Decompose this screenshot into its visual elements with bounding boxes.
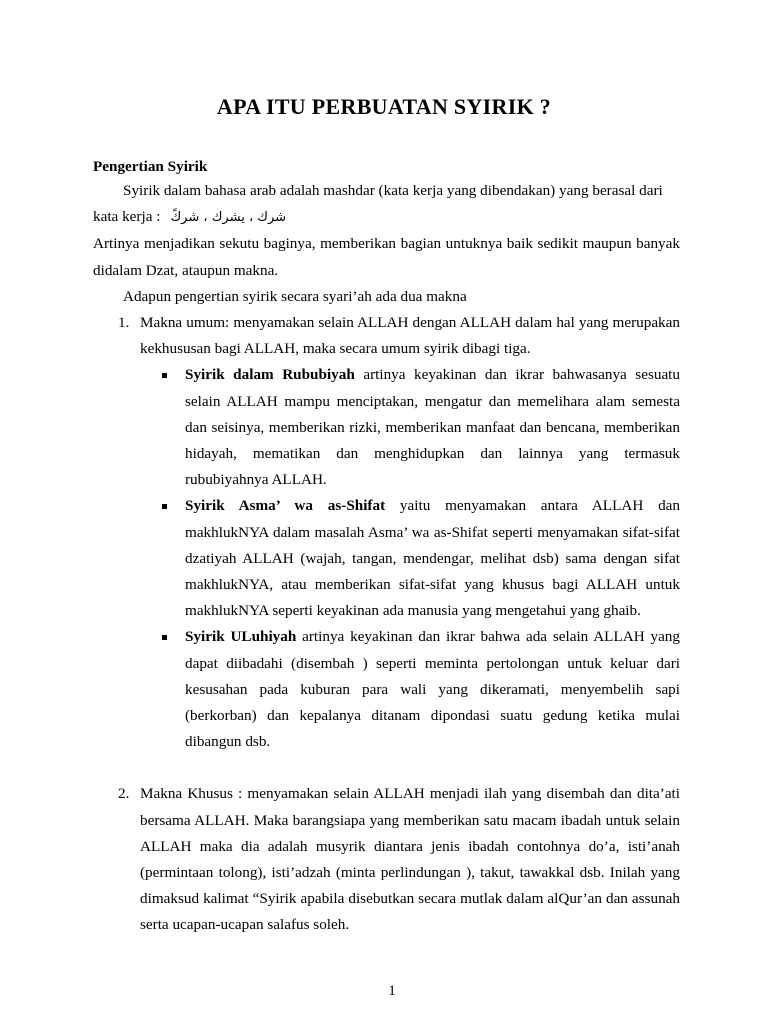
- bullet-text: yaitu menyamakan antara ALLAH dan makhlukNYA dalam masalah Asma’ wa as-Shifat seperti menyamakan sifat-sifat dzatiyah ALLAH (wajah, tangan, mendengar, melihat dsb) sama dengan sifat makhlukNYA, atau memberikan sifat-sifat yang khusus bagi ALLAH untuk makhlukNYA seperti keyakinan ada manusia yang mengetahui yang ghaib.: [185, 497, 680, 620]
- bullet-square-icon: [162, 624, 167, 650]
- bullet-term: Syirik Asma’ wa as-Shifat: [185, 497, 386, 515]
- list-item-1: [93, 310, 680, 755]
- bullet-item-rububiyah: [140, 362, 680, 493]
- list-item-2-text: Makna Khusus : menyamakan selain ALLAH menjadi ilah yang disembah dan dita’ati bersama ALLAH. Maka barangsiapa yang memberikan satu macam ibadah untuk selain ALLAH maka dia adalah musyrik diantara jenis ibadah contohnya do’a, isti’anah (permintaan tolong), isti’adzah (minta perlindungan ), takut, tawakkal dsb. Inilah yang dimaksud kalimat “Syirik apabila disebutkan secara mutlak dalam alQur’an dan assunah serta ucapan-ucapan salafus soleh.: [140, 785, 680, 934]
- section-heading: Pengertian Syirik: [93, 158, 208, 175]
- intro-paragraph-3: Adapun pengertian syirik secara syari’ah ada dua makna: [123, 287, 467, 305]
- intro-verb-line: [93, 204, 680, 231]
- arabic-verb-forms: شرك ، يشرك ، شركً: [170, 210, 287, 226]
- bullet-square-icon: [162, 362, 167, 388]
- intro-paragraph-1: [93, 178, 680, 204]
- list-item-1-text: Makna umum: menyamakan selain ALLAH dengan ALLAH dalam hal yang merupakan kekhususan bagi ALLAH, maka secara umum syirik dibagi tiga.: [140, 314, 680, 358]
- page-title: APA ITU PERBUATAN SYIRIK ?: [216, 94, 552, 119]
- intro-paragraph-2: Artinya menjadikan sekutu baginya, memberikan bagian untuknya baik sedikit maupun banyak didalam Dzat, ataupun makna.: [93, 235, 680, 279]
- bullet-text: artinya keyakinan dan ikrar bahwasanya sesuatu selain ALLAH mampu menciptakan, mengatur dan memelihara alam semesta dan seisinya, memberikan rizki, memberikan manfaat dan bencana, memberikan hidayah, mematikan dan menghidupkan dan lainnya yang termasuk rububiyahnya ALLAH.: [185, 366, 680, 489]
- bullet-term: Syirik ULuhiyah: [185, 628, 297, 646]
- list-item-1-number: 1.: [118, 314, 130, 332]
- bullet-item-uluhiyah: [140, 624, 680, 755]
- intro-verb-label: kata kerja :: [93, 208, 161, 226]
- bullet-text: artinya keyakinan dan ikrar bahwa ada selain ALLAH yang dapat diibadahi (disembah ) seperti meminta pertolongan untuk keluar dari kesusahan pada kuburan para wali yang dikeramati, menyembelih sapi (berkorban) dan kepalanya ditanam dipondasi suatu gedung ketika mulai dibangun dsb.: [185, 628, 680, 751]
- bullet-term: Syirik dalam Rububiyah: [185, 366, 355, 384]
- list-item-2-number: 2.: [118, 785, 130, 803]
- intro-paragraph-1-line-1: Syirik dalam bahasa arab adalah mashdar (kata kerja yang dibendakan) yang berasal dari: [123, 182, 663, 199]
- page-number: 1: [388, 983, 396, 999]
- bullet-list: [140, 362, 680, 755]
- paragraph-spacer: [93, 755, 680, 781]
- document-body: [93, 178, 680, 939]
- bullet-item-asma-shifat: [140, 493, 680, 624]
- list-item-2: [93, 781, 680, 938]
- bullet-square-icon: [162, 493, 167, 519]
- numbered-list: [93, 310, 680, 939]
